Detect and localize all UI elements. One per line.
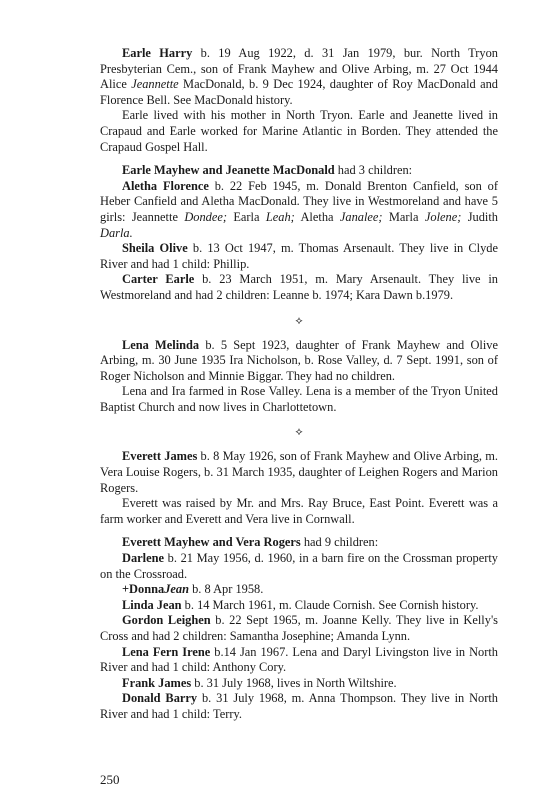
paragraph (100, 645, 498, 676)
text-segment: Dondee; (184, 209, 227, 224)
person-name: Lena Melinda (122, 337, 200, 352)
text-segment: b. 8 May 1926, son of Frank Mayhew and Olive Arbing, m. Vera Louise Rogers, b. 31 March 1935, daughter of Leighen Rogers and Marion Rogers. (100, 449, 499, 495)
person-name: Carter Earle (122, 272, 195, 287)
body-text (100, 46, 498, 723)
text-segment: Judith (461, 209, 499, 224)
text-segment: had 3 children: (334, 163, 413, 178)
paragraph (100, 598, 498, 614)
text-segment: Janalee; (339, 209, 383, 224)
person-name: Earle Harry (122, 46, 193, 60)
paragraph (100, 496, 498, 527)
paragraph (100, 108, 498, 155)
paragraph (100, 241, 498, 272)
person-name: +Donna (122, 582, 165, 597)
text-segment: b. 8 Apr 1958. (188, 582, 264, 597)
paragraph (100, 179, 498, 241)
paragraph (100, 676, 498, 692)
text-segment: had 9 children: (300, 535, 379, 550)
text-segment: Earla (226, 209, 266, 224)
text-segment: Earle lived with his mother in North Tryon. Earle and Jeanette lived in Crapaud and Earle worked for Marine Atlantic in Borden. They attended the Crapaud Gospel Hall. (100, 108, 498, 154)
paragraph (100, 449, 498, 496)
text-segment: b. 31 July 1968, lives in North Wiltshire. (191, 675, 397, 690)
person-name: Linda Jean (122, 597, 182, 612)
paragraph (100, 338, 498, 385)
text-segment: b. 19 Aug 1922, d. 31 Jan 1979, bur. North Tryon Presbyterian Cem., son of Frank Mayhew and Olive Arbing, m. 27 Oct 1944 Alice (100, 46, 498, 92)
person-name: Sheila Olive (122, 241, 188, 256)
paragraph (100, 163, 498, 179)
person-name: Everett James (122, 449, 198, 464)
section-separator-icon: ⟡ (295, 426, 303, 439)
paragraph (100, 691, 498, 722)
text-segment: Jolene; (424, 209, 462, 224)
person-name: Donald Barry (122, 691, 198, 706)
person-name: Jean (164, 582, 189, 597)
text-segment: Darla. (100, 225, 133, 240)
text-segment: b. 21 May 1956, d. 1960, in a barn fire on the Crossman property on the Crossroad. (100, 551, 498, 581)
text-segment: Everett was raised by Mr. and Mrs. Ray Bruce, East Point. Everett was a farm worker and Everett and Vera live in Cornwall. (100, 496, 498, 526)
text-segment: Lena and Ira farmed in Rose Valley. Lena is a member of the Tryon United Baptist Church and now lives in Charlottetown. (100, 384, 498, 414)
text-segment: b. 22 Feb 1945, m. Donald Brenton Canfield, son of Heber Canfield and Aletha MacDonald. They live in Westmoreland and have 5 girls: Jeannette (100, 178, 498, 224)
text-segment: b. 23 March 1951, m. Mary Arsenault. They live in Westmoreland and had 2 children: Leanne b. 1974; Kara Dawn b.1979. (100, 272, 498, 302)
person-name: Aletha Florence (122, 178, 209, 193)
person-name: Earle Mayhew and Jeanette MacDonald (122, 163, 335, 178)
person-name: Lena Fern Irene (122, 644, 211, 659)
text-segment: b.14 Jan 1967. Lena and Daryl Livingston live in North River and had 1 child: Anthony Cory. (100, 644, 498, 675)
paragraph (100, 551, 498, 582)
person-name: Darlene (122, 551, 164, 566)
text-segment: Marla (382, 209, 425, 224)
text-segment: Jeannette (131, 77, 179, 92)
text-segment: Leah; (265, 209, 295, 224)
text-segment: Aletha (294, 209, 340, 224)
text-segment: b. 5 Sept 1923, daughter of Frank Mayhew and Olive Arbing, m. 30 June 1935 Ira Nicholson, b. Rose Valley, d. 7 Sept. 1991, son of Roger Nicholson and Minnie Biggar. They had no children. (100, 337, 498, 383)
paragraph (100, 46, 498, 108)
person-name: Gordon Leighen (122, 613, 211, 628)
person-name: Frank James (122, 675, 192, 690)
text-segment: MacDonald, b. 9 Dec 1924, daughter of Roy MacDonald and Florence Bell. See MacDonald history. (100, 77, 498, 107)
page-number: 250 (100, 772, 120, 787)
paragraph (100, 272, 498, 303)
text-segment: b. 14 March 1961, m. Claude Cornish. See Cornish history. (181, 597, 479, 612)
paragraph (100, 582, 498, 598)
paragraph (100, 535, 498, 551)
text-segment: b. 31 July 1968, m. Anna Thompson. They live in North River and had 1 child: Terry. (100, 691, 498, 721)
person-name: Everett Mayhew and Vera Rogers (122, 535, 301, 550)
section-separator-icon: ⟡ (295, 314, 303, 327)
paragraph (100, 613, 498, 644)
text-segment: b. 13 Oct 1947, m. Thomas Arsenault. They live in Clyde River and had 1 child: Phillip. (100, 241, 499, 271)
text-segment: b. 22 Sept 1965, m. Joanne Kelly. They live in Kelly's Cross and had 2 children: Samantha Josephine; Amanda Lynn. (100, 613, 499, 643)
paragraph (100, 384, 498, 415)
